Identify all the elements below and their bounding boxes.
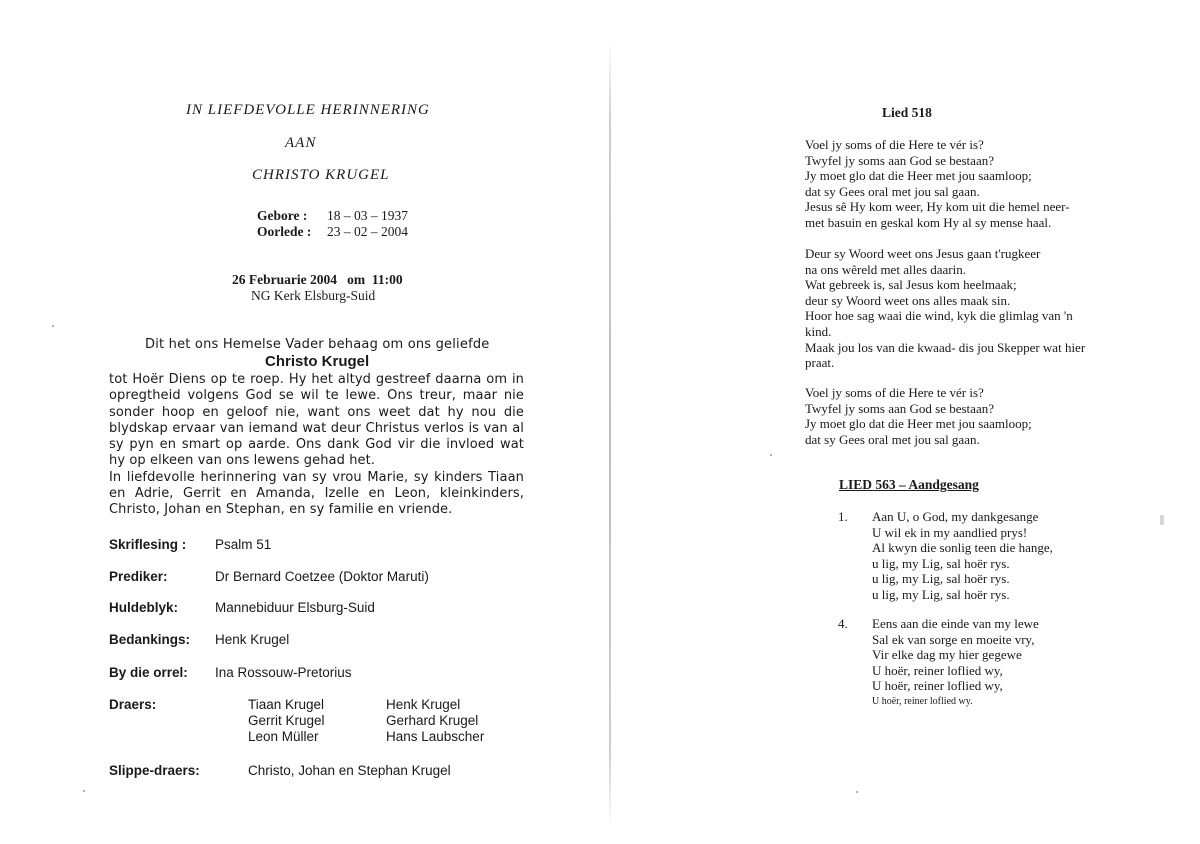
tribute-row — [109, 600, 178, 615]
verse-line: na ons wêreld met alles daarin. — [805, 261, 966, 277]
verse-line: u lig, my Lig, sal hoër rys. — [872, 555, 1010, 571]
born-date: 18 – 03 – 1937 — [327, 208, 408, 223]
verse-line: Eens aan die einde van my lewe — [872, 616, 1039, 631]
lied-518-verse-3 — [805, 385, 1032, 447]
preacher-value: Dr Bernard Coetzee (Doktor Maruti) — [215, 569, 429, 584]
lied-518-verse-2 — [805, 246, 1085, 371]
verse-line: dat sy Gees oral met jou sal gaan. — [805, 183, 980, 199]
verse-line: U wil ek in my aandlied prys! — [872, 524, 1028, 540]
verse-line: Jesus sê Hy kom weer, Hy kom uit die hemel neer- — [805, 199, 1070, 215]
verse-line-small: U hoër, reiner loflied wy. — [872, 695, 973, 707]
thanks-row — [109, 632, 190, 647]
bearer-name: Leon Müller — [248, 729, 319, 744]
verse-line: Deur sy Woord weet ons Jesus gaan t'rugkeer — [805, 246, 1041, 261]
preacher-label: Prediker: — [109, 569, 168, 584]
tribute-paragraph: tot Hoër Diens op te roep. Hy het altyd gestreef daarna om in opregtheid volgens God se wil te lewe. Ons treur, maar nie sonder hoop en geloof nie, want ons weet dat hy nou die blydskap ervaar van iemand wat deur Christus verlos is van al sy pyn en smart op aarde. Ons dank God vir die invloed wat hy op elkeen van ons lewens gehad het. — [109, 372, 524, 469]
bearer-name: Henk Krugel — [386, 697, 461, 712]
service-info — [232, 272, 403, 304]
bearers-column-2 — [386, 697, 484, 745]
memorial-heading: IN LIEFDEVOLLE HERINNERING — [186, 102, 430, 118]
stanza-number: 1. — [838, 509, 848, 524]
scan-speck — [52, 325, 54, 327]
stanza-number: 4. — [838, 616, 848, 631]
heading-aan: AAN — [285, 135, 317, 151]
tribute-text — [109, 372, 524, 519]
pall-bearers-row — [109, 763, 200, 778]
born-label: Gebore : — [257, 208, 308, 223]
scripture-row — [109, 537, 186, 552]
verse-line: Sal ek van sorge en moeite vry, — [872, 631, 1035, 647]
pall-bearers-value: Christo, Johan en Stephan Krugel — [248, 763, 451, 778]
verse-line: Vir elke dag my hier gegewe — [872, 647, 1022, 663]
lied-563-title: LIED 563 – Aandgesang — [839, 477, 979, 492]
verse-line: Voel jy soms of die Here te vér is? — [805, 137, 984, 152]
organ-label: By die orrel: — [109, 665, 188, 680]
bearers-row — [109, 697, 156, 712]
died-date: 23 – 02 – 2004 — [327, 224, 408, 239]
verse-line: u lig, my Lig, sal hoër rys. — [872, 571, 1010, 587]
lied-518-verse-1 — [805, 137, 1070, 231]
organ-row — [109, 665, 188, 680]
bearers-label: Draers: — [109, 697, 157, 712]
preacher-row — [109, 569, 168, 584]
lied-563-stanza-1 — [872, 509, 1053, 603]
verse-line: Jy moet glo dat die Heer met jou saamloop; — [805, 416, 1032, 432]
deceased-name: Christo Krugel — [265, 353, 370, 370]
bearer-name: Gerrit Krugel — [248, 713, 325, 728]
thanks-label: Bedankings: — [109, 632, 191, 647]
lied-518-title: Lied 518 — [882, 105, 932, 120]
bearer-name: Gerhard Krugel — [386, 713, 479, 728]
verse-line: kind. — [805, 323, 832, 339]
verse-line: Jy moet glo dat die Heer met jou saamloop; — [805, 168, 1032, 184]
verse-line: U hoër, reiner loflied wy, — [872, 678, 1003, 694]
lied-563-stanza-4 — [872, 616, 1039, 710]
verse-line: Al kwyn die sonlig teen die hange, — [872, 540, 1053, 556]
verse-line: praat. — [805, 355, 835, 371]
verse-line: Maak jou los van die kwaad- dis jou Skepper wat hier — [805, 339, 1086, 355]
died-label: Oorlede : — [257, 224, 312, 239]
verse-line: u lig, my Lig, sal hoër rys. — [872, 586, 1010, 602]
family-paragraph: In liefdevolle herinnering van sy vrou Marie, sy kinders Tiaan en Adrie, Gerrit en Amanda, Izelle en Leon, kleinkinders, Christo, Johan en Stephan, en sy familie en vriende. — [109, 469, 524, 518]
scan-speck — [83, 790, 85, 792]
verse-line: dat sy Gees oral met jou sal gaan. — [805, 431, 980, 447]
bearers-column-1 — [248, 697, 325, 745]
scripture-value: Psalm 51 — [215, 537, 272, 552]
life-dates — [257, 208, 408, 240]
tribute-value: Mannebiduur Elsburg-Suid — [215, 600, 375, 615]
page-fold — [609, 40, 611, 830]
service-venue: NG Kerk Elsburg-Suid — [251, 288, 376, 303]
verse-line: met basuin en geskal kom Hy al sy mense haal. — [805, 214, 1052, 230]
service-date: 26 Februarie 2004 om 11:00 — [232, 272, 403, 287]
tribute-label: Huldeblyk: — [109, 600, 179, 615]
verse-line: deur sy Woord weet ons alles maak sin. — [805, 292, 1011, 308]
verse-line: Voel jy soms of die Here te vér is? — [805, 385, 984, 400]
thanks-value: Henk Krugel — [215, 632, 290, 647]
verse-line: Twyfel jy soms aan God se bestaan? — [805, 400, 994, 416]
heading-name: CHRISTO KRUGEL — [252, 167, 390, 183]
intro-line: Dit het ons Hemelse Vader behaag om ons geliefde — [145, 337, 490, 352]
organ-value: Ina Rossouw-Pretorius — [215, 665, 352, 680]
pall-bearers-label: Slippe-draers: — [109, 763, 200, 778]
verse-line: Hoor hoe sag waai die wind, kyk die glimlag van 'n — [805, 308, 1073, 324]
bearer-name: Hans Laubscher — [386, 729, 485, 744]
scripture-label: Skriflesing : — [109, 537, 187, 552]
verse-line: Aan U, o God, my dankgesange — [872, 509, 1039, 524]
bearer-name: Tiaan Krugel — [248, 697, 325, 712]
verse-line: Wat gebreek is, sal Jesus kom heelmaak; — [805, 277, 1017, 293]
verse-line: U hoër, reiner loflied wy, — [872, 662, 1003, 678]
verse-line: Twyfel jy soms aan God se bestaan? — [805, 152, 994, 168]
